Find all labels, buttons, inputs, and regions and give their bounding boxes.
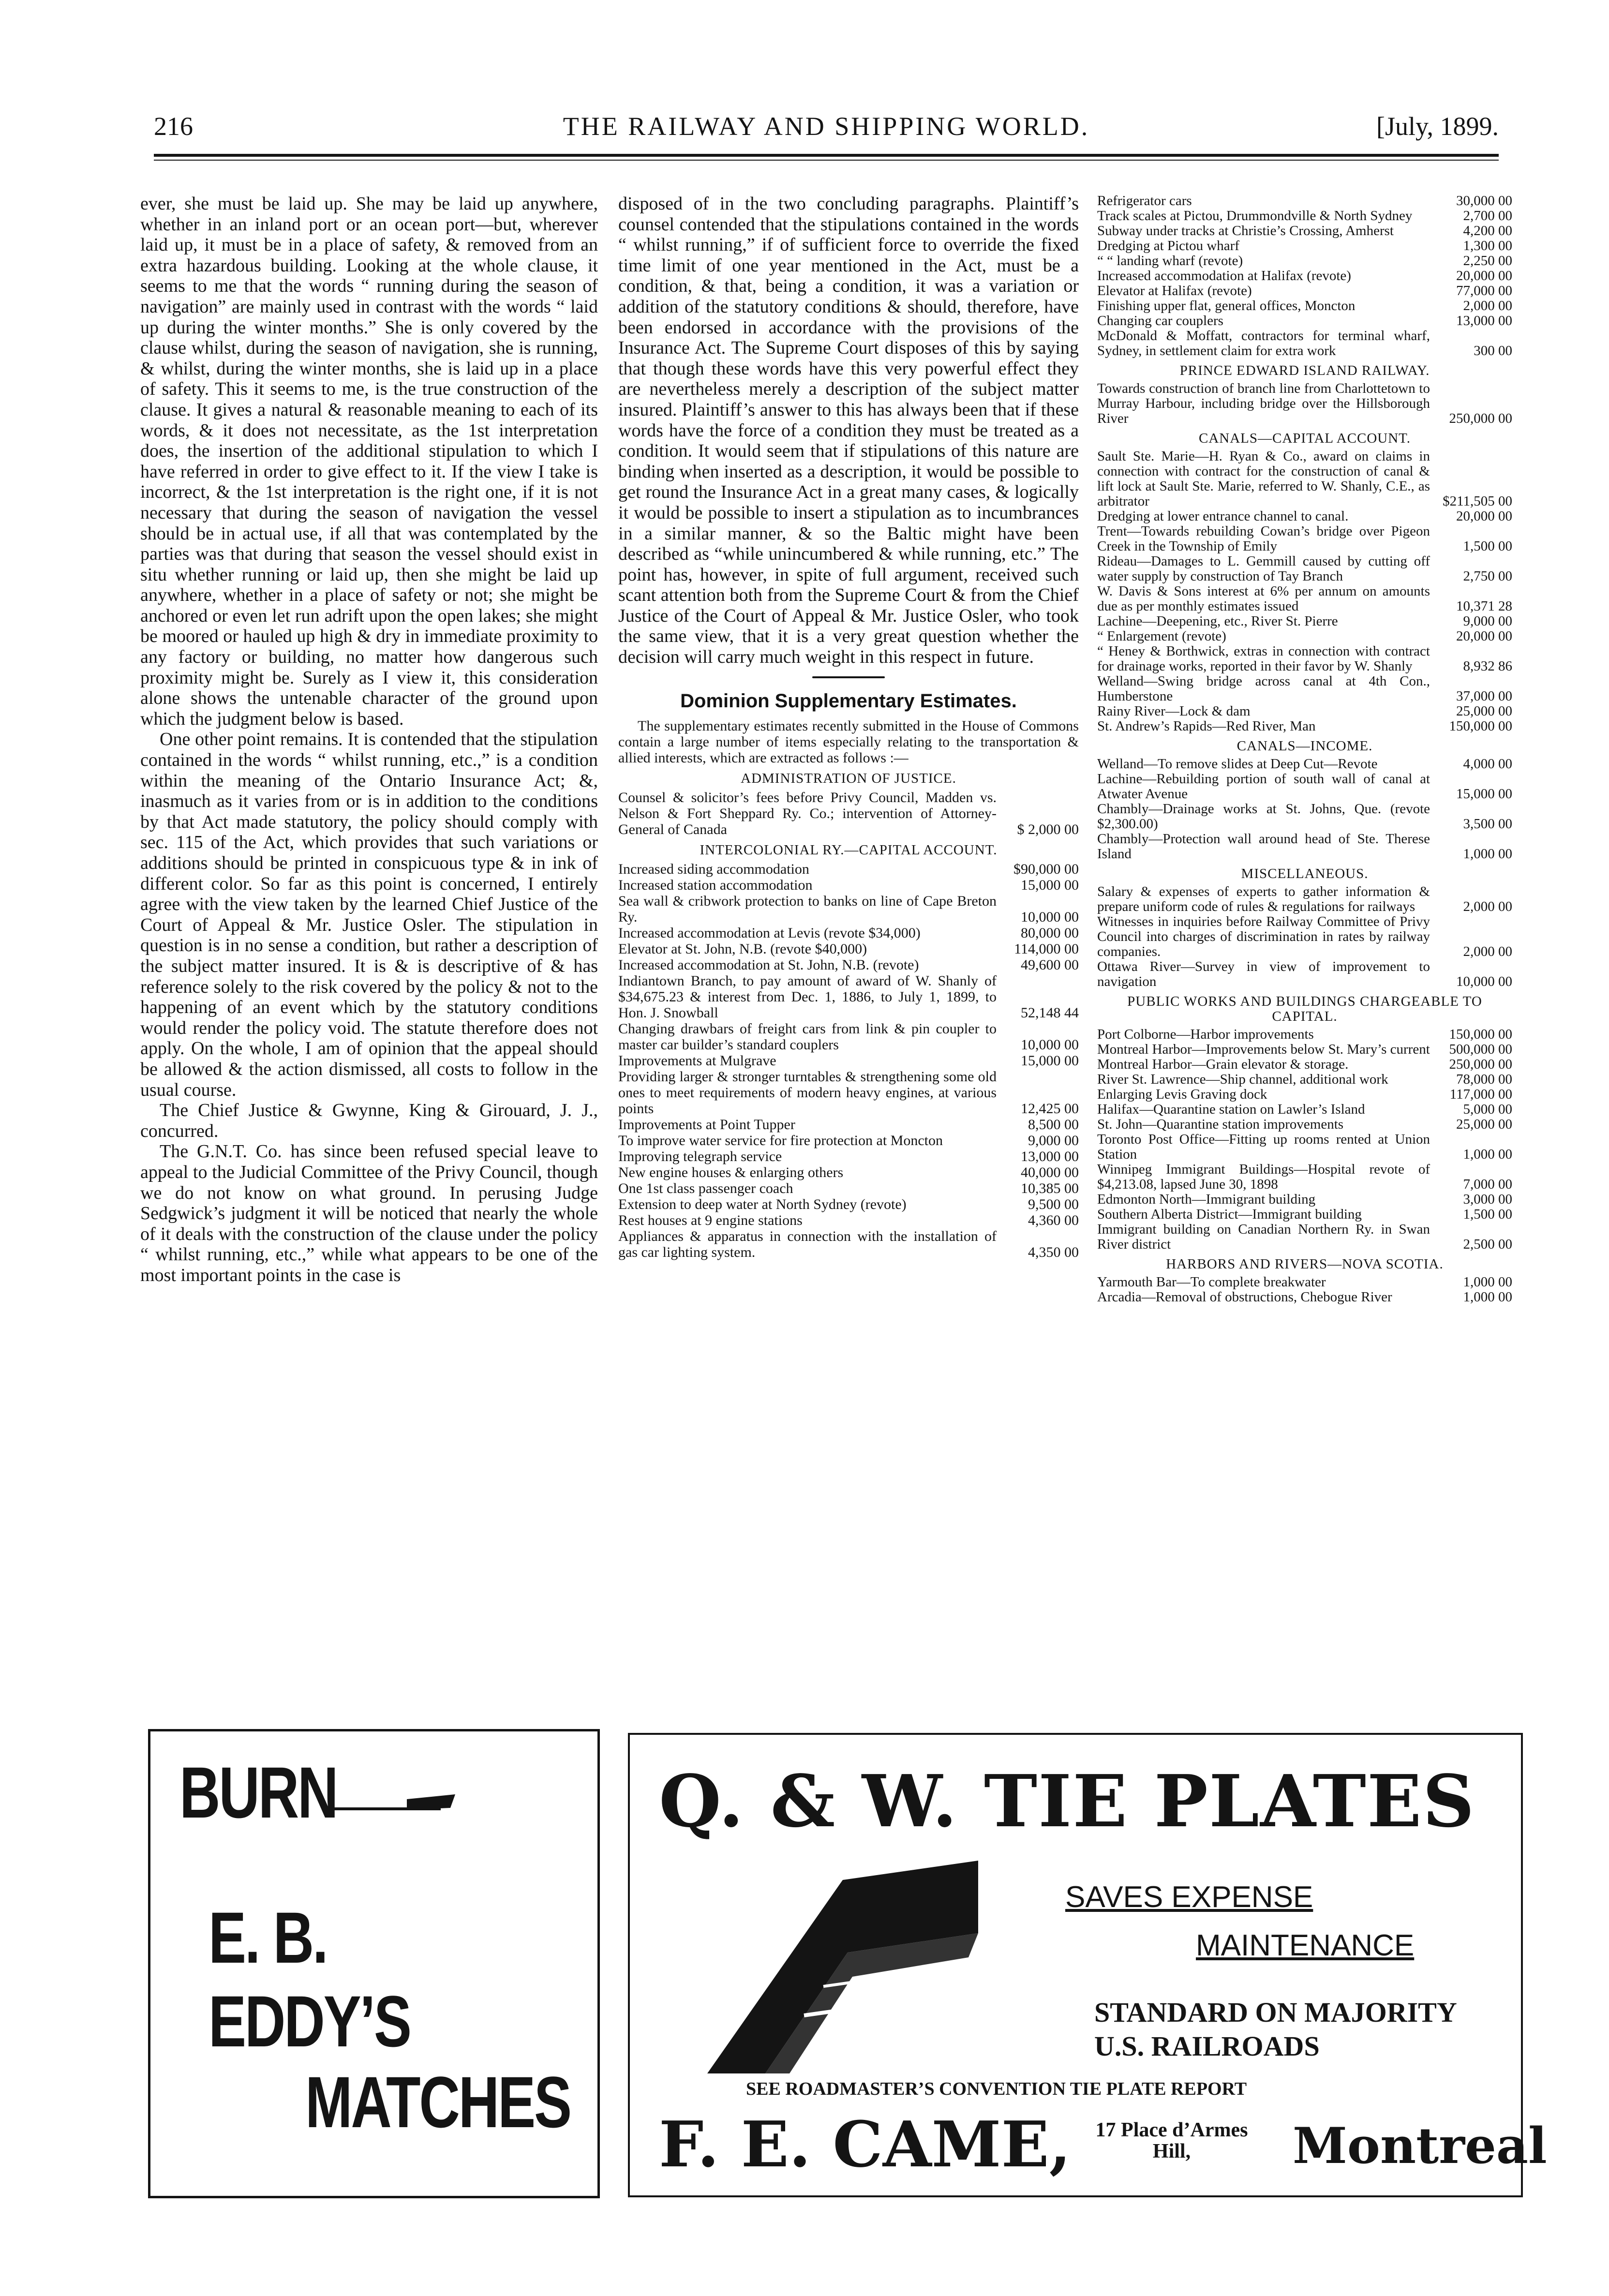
estimate-item: [1097, 1275, 1512, 1290]
estimate-item: [1097, 1117, 1512, 1132]
estimate-description: “ Heney & Borthwick, extras in connection with contract for drainage works, reported in their favor by W. Shanly: [1097, 643, 1430, 674]
estimate-item: [1097, 1192, 1512, 1207]
estimate-amount: 10,000 00: [1456, 974, 1512, 989]
estimate-description: Witnesses in inquiries before Railway Committee of Privy Council into charges of discrimination in rates by railway companies.: [1097, 914, 1430, 959]
ad-standard: STANDARD ON MAJORITY: [1094, 1997, 1457, 2028]
estimates-subheading: HARBORS AND RIVERS—NOVA SCOTIA.: [1166, 1256, 1444, 1272]
estimate-description: Montreal Harbor—Grain elevator & storage.: [1097, 1057, 1349, 1072]
estimate-item: [1097, 509, 1512, 524]
header-rule-thin: [154, 160, 1499, 161]
estimate-amount: 49,600 00: [1021, 957, 1079, 973]
estimate-item: [1097, 757, 1512, 772]
estimate-description: Chambly—Protection wall around head of Ste. Therese Island: [1097, 831, 1430, 862]
estimate-amount: 1,300 00: [1463, 238, 1512, 253]
estimate-description: W. Davis & Sons interest at 6% per annum on amounts due as per monthly estimates issued: [1097, 583, 1430, 614]
estimate-item: [1097, 268, 1512, 283]
estimate-amount: 9,000 00: [1028, 1133, 1079, 1149]
estimate-item: [1097, 704, 1512, 719]
estimate-amount: 10,000 00: [1021, 909, 1079, 925]
estimate-description: Changing drawbars of freight cars from link & pin coupler to master car builder’s standard couplers: [618, 1021, 997, 1053]
estimate-amount: 150,000 00: [1449, 1027, 1512, 1042]
estimate-amount: 8,932 86: [1463, 658, 1512, 674]
estimate-amount: 150,000 00: [1449, 718, 1512, 734]
section-divider: [812, 676, 885, 678]
estimate-item: [1097, 719, 1512, 734]
estimate-description: Welland—To remove slides at Deep Cut—Revote: [1097, 756, 1378, 772]
estimate-item: [1097, 614, 1512, 629]
estimate-item: [1097, 1207, 1512, 1222]
estimate-description: Increased siding accommodation: [618, 861, 809, 878]
estimate-amount: 3,000 00: [1463, 1192, 1512, 1207]
estimate-item: [1097, 1042, 1512, 1057]
estimate-description: Arcadia—Removal of obstructions, Chebogue River: [1097, 1289, 1392, 1305]
estimate-description: Increased accommodation at Halifax (revote): [1097, 268, 1351, 283]
estimate-amount: 2,700 00: [1463, 208, 1512, 224]
estimate-description: Track scales at Pictou, Drummondville & North Sydney: [1097, 208, 1413, 224]
estimate-description: Increased station accommodation: [618, 877, 813, 894]
estimate-item: [618, 925, 1079, 941]
estimate-description: Increased accommodation at St. John, N.B. (revote): [618, 957, 919, 973]
estimate-amount: 3,500 00: [1463, 816, 1512, 832]
estimate-item: [618, 957, 1079, 973]
ad-railroads: U.S. RAILROADS: [1094, 2030, 1320, 2062]
estimate-amount: 9,000 00: [1463, 613, 1512, 629]
paragraph: disposed of in the two concluding paragraphs. Plaintiff’s counsel contended that the stipulations contained in the words “ whilst running,” if of sufficient force to override the fixed time limit of one year mentioned in the Act, must be a condition, & that, being a condition, it was a variation or addition of the statutory conditions & should, therefore, have been endorsed in accordance with the provisions of the Insurance Act. The Supreme Court disposes of this by saying that though these words have this very powerful effect they are nevertheless merely a description of the subject matter insured. Plaintiff’s answer to this has always been that if these words have the force of a condition they must be treated as a condition. It would seem that if stipulations of this nature are binding when inserted as a description, it would be possible to get round the Insurance Act in a great many cases, & logically it would be possible to insert a stipulation as to incumbrances in a similar manner, & so the Baltic might have been described as “while unincumbered & while running, etc.” The point has, however, in spite of full argument, received such scant attention both from the Supreme Court & from the Chief Justice of the Court of Appeal & Mr. Justice Osler, who took the same view, that it is a very great question whether the decision will carry much weight in this respect in future.: [618, 194, 1079, 668]
estimate-description: Rest houses at 9 engine stations: [618, 1212, 803, 1229]
estimate-amount: 4,200 00: [1463, 223, 1512, 239]
estimate-description: Elevator at Halifax (revote): [1097, 283, 1252, 298]
estimate-amount: 8,500 00: [1028, 1117, 1079, 1133]
tie-plates-ad: [628, 1733, 1547, 2197]
estimate-amount: 4,000 00: [1463, 756, 1512, 772]
estimate-item: [618, 1212, 1079, 1228]
estimate-amount: 250,000 00: [1449, 1057, 1512, 1072]
ad-maintenance: MAINTENANCE: [1196, 1929, 1415, 1962]
estimate-item: [1097, 253, 1512, 268]
estimate-item: [1097, 1132, 1512, 1162]
estimates-subheading: PUBLIC WORKS AND BUILDINGS CHARGEABLE TO CAPITAL.: [1127, 994, 1482, 1024]
estimate-item: [1097, 1057, 1512, 1072]
estimate-amount: 9,500 00: [1028, 1196, 1079, 1213]
estimate-item: [1097, 449, 1512, 509]
estimate-description: St. Andrew’s Rapids—Red River, Man: [1097, 718, 1316, 734]
estimate-description: River St. Lawrence—Ship channel, additional work: [1097, 1072, 1388, 1087]
ad-matches: MATCHES: [305, 2061, 570, 2143]
estimate-amount: 1,500 00: [1463, 1207, 1512, 1222]
estimate-amount: 20,000 00: [1456, 628, 1512, 644]
estimate-amount: 37,000 00: [1456, 688, 1512, 704]
estimate-amount: $ 2,000 00: [1017, 821, 1079, 838]
estimate-item: [1097, 1072, 1512, 1087]
estimate-description: One 1st class passenger coach: [618, 1180, 793, 1197]
estimate-amount: 10,371 28: [1456, 598, 1512, 614]
estimate-amount: $211,505 00: [1443, 493, 1512, 509]
estimate-amount: 30,000 00: [1456, 194, 1512, 209]
estimate-amount: 250,000 00: [1449, 411, 1512, 426]
ad-eddy: E. B. EDDY’S: [209, 1897, 410, 2062]
estimate-amount: 2,500 00: [1463, 1237, 1512, 1252]
estimate-description: “ “ landing wharf (revote): [1097, 253, 1243, 268]
estimate-amount: 20,000 00: [1456, 268, 1512, 283]
estimate-description: Improvements at Point Tupper: [618, 1117, 795, 1133]
match-icon: [334, 1785, 460, 1814]
estimate-amount: 40,000 00: [1021, 1164, 1079, 1181]
estimate-description: Extension to deep water at North Sydney (revote): [618, 1196, 907, 1213]
article-column-2: [618, 194, 1079, 1669]
estimate-amount: 2,000 00: [1463, 298, 1512, 313]
estimate-amount: 10,385 00: [1021, 1180, 1079, 1197]
estimate-description: Montreal Harbor—Improvements below St. Mary’s current: [1097, 1042, 1430, 1057]
estimate-item: [1097, 1162, 1512, 1192]
estimate-description: Dredging at lower entrance channel to canal.: [1097, 508, 1349, 524]
ad-city: Montreal: [1293, 2117, 1547, 2175]
estimate-description: Providing larger & stronger turntables & strengthening some old ones to meet requirements of modern heavy engines, at various points: [618, 1069, 997, 1117]
estimates-heading: Dominion Supplementary Estimates.: [680, 690, 1017, 712]
estimate-item: [1097, 239, 1512, 253]
estimate-amount: 15,000 00: [1456, 786, 1512, 802]
estimate-item: [618, 1228, 1079, 1260]
estimate-description: Rideau—Damages to L. Gemmill caused by cutting off water supply by construction of Tay Branch: [1097, 553, 1430, 584]
estimate-item: [1097, 644, 1512, 674]
issue-date: [July, 1899.: [1376, 112, 1499, 141]
estimate-item: [1097, 674, 1512, 704]
estimate-description: Winnipeg Immigrant Buildings—Hospital revote of $4,213.08, lapsed June 30, 1898: [1097, 1162, 1430, 1192]
estimate-amount: 114,000 00: [1014, 941, 1079, 957]
estimate-item: [1097, 313, 1512, 328]
estimate-description: Subway under tracks at Christie’s Crossing, Amherst: [1097, 223, 1394, 239]
estimate-amount: 117,000 00: [1449, 1087, 1512, 1102]
estimate-amount: 12,425 00: [1021, 1101, 1079, 1117]
estimate-item: [618, 1053, 1079, 1069]
estimate-amount: 1,000 00: [1463, 1289, 1512, 1305]
estimate-amount: 77,000 00: [1456, 283, 1512, 298]
estimate-amount: 300 00: [1474, 343, 1512, 358]
article-column-1: [140, 194, 598, 1669]
estimate-item: [1097, 209, 1512, 224]
estimate-item: [1097, 884, 1512, 914]
estimate-item: [1097, 959, 1512, 989]
estimate-description: Indiantown Branch, to pay amount of award of W. Shanly of $34,675.23 & interest from Dec. 1, 1886, to July 1, 1899, to Hon. J. Snowball: [618, 973, 997, 1021]
estimate-item: [1097, 524, 1512, 554]
estimate-description: Changing car couplers: [1097, 313, 1223, 328]
estimate-description: New engine houses & enlarging others: [618, 1164, 844, 1181]
page-number: 216: [154, 112, 193, 141]
paragraph: One other point remains. It is contended that the stipulation contained in the words “ whilst running, etc.,” is a condition within the meaning of the Ontario Insurance Act; &, inasmuch as it varies from or is in addition to the conditions by that Act made statutory, the policy should comply with sec. 115 of the Act, which provides that such variations or additions should be printed in conspicuous type & in ink of different color. So far as this point is concerned, I entirely agree with the view taken by the learned Chief Justice of the Court of Appeal & Mr. Justice Osler. The stipulation in question is in no sense a condition, but rather a description of the subject matter insured. It is & is descriptive of & has reference solely to the risk covered by the policy & not to the happening of an event which by the statutory conditions would render the policy void. The statute therefore does not apply. On the whole, I am of opinion that the appeal should be allowed & the action dismissed, all costs to follow in the usual course.: [140, 729, 598, 1100]
estimate-amount: 78,000 00: [1456, 1072, 1512, 1087]
estimate-item: [1097, 1027, 1512, 1042]
estimate-item: [1097, 832, 1512, 862]
estimate-description: Appliances & apparatus in connection with the installation of gas car lighting system.: [618, 1228, 997, 1261]
estimate-description: Immigrant building on Canadian Northern Ry. in Swan River district: [1097, 1222, 1430, 1252]
estimate-item: [1097, 554, 1512, 584]
estimate-description: Counsel & solicitor’s fees before Privy Council, Madden vs. Nelson & Fort Sheppard Ry. Co.; intervention of Attorney-General of Canada: [618, 790, 997, 838]
estimates-subheading: CANALS—INCOME.: [1237, 738, 1373, 754]
estimate-description: Increased accommodation at Levis (revote $34,000): [618, 925, 921, 941]
estimate-item: [1097, 328, 1512, 358]
estimate-amount: $90,000 00: [1013, 861, 1079, 878]
estimate-description: Port Colborne—Harbor improvements: [1097, 1027, 1314, 1042]
estimate-description: Rainy River—Lock & dam: [1097, 703, 1251, 719]
estimate-amount: 13,000 00: [1456, 313, 1512, 328]
estimate-amount: 7,000 00: [1463, 1177, 1512, 1192]
estimate-description: Refrigerator cars: [1097, 194, 1192, 209]
intercolonial-list: [618, 861, 1079, 1260]
estimate-item: [618, 1133, 1079, 1148]
ad-title: Q. & W. TIE PLATES: [659, 1759, 1475, 1843]
estimate-description: Towards construction of branch line from Charlottetown to Murray Harbour, including bridge over the Hillsborough River: [1097, 381, 1430, 426]
estimate-amount: 15,000 00: [1021, 877, 1079, 894]
paragraph: The G.N.T. Co. has since been refused special leave to appeal to the Judicial Committee of the Privy Council, though we do not know on what ground. In perusing Judge Sedgwick’s judgment it will be noticed that nearly the whole of it deals with the construction of the clause under the policy “ whilst running, etc.,” while what appears to be one of the most important points in the case is: [140, 1141, 598, 1285]
estimate-item: [618, 973, 1079, 1021]
estimate-description: Chambly—Drainage works at St. Johns, Que. (revote $2,300.00): [1097, 801, 1430, 832]
estimate-item: [1097, 298, 1512, 313]
estimate-amount: 2,750 00: [1463, 568, 1512, 584]
estimate-description: Trent—Towards rebuilding Cowan’s bridge over Pigeon Creek in the Township of Emily: [1097, 523, 1430, 554]
estimate-description: Improving telegraph service: [618, 1148, 782, 1165]
estimate-description: Sea wall & cribwork protection to banks on line of Cape Breton Ry.: [618, 893, 997, 925]
estimates-subheading: PRINCE EDWARD ISLAND RAILWAY.: [1179, 363, 1430, 378]
estimate-item: [618, 1196, 1079, 1212]
estimates-intro: The supplementary estimates recently submitted in the House of Commons contain a large number of items especially relating to the transportation & allied interests, which are extracted as follows :—: [618, 718, 1079, 766]
estimate-amount: 4,350 00: [1028, 1244, 1079, 1261]
estimates-subheading: MISCELLANEOUS.: [1241, 866, 1369, 881]
estimate-amount: 4,360 00: [1028, 1212, 1079, 1229]
tie-plate-illustration: [707, 1861, 978, 2083]
intercolonial-heading: INTERCOLONIAL RY.—CAPITAL ACCOUNT.: [700, 842, 998, 858]
estimate-item: [1097, 1290, 1512, 1305]
estimate-item: [618, 790, 1079, 837]
ad-saves: SAVES EXPENSE: [1065, 1880, 1313, 1914]
estimate-description: Yarmouth Bar—To complete breakwater: [1097, 1274, 1326, 1290]
estimate-item: [1097, 381, 1512, 426]
estimate-description: Elevator at St. John, N.B. (revote $40,000): [618, 941, 867, 957]
paragraph: ever, she must be laid up. She may be laid up anywhere, whether in an inland port or an ocean port—but, wherever laid up, it must be in a place of safety, & removed from an extra hazardous building. Looking at the whole clause, it seems to me that the words “ running during the season of navigation” are mainly used in contrast with the words “ laid up during the winter months.” She is only covered by the clause whilst, during the season of navigation, she is running, & whilst, during the winter months, she is laid up in a place of safety. This it seems to me, is the true construction of the clause. It gives a natural & reasonable meaning to each of its words, & it does not necessitate, as the 1st interpretation does, the insertion of the additional stipulation to which I have referred in order to give effect to it. If the view I take is incorrect, & the 1st interpretation is the right one, if it is not necessary that during the season of navigation the vessel should be in actual use, if all that was contemplated by the parties was that during that season the vessel should exist in situ whether running or laid up, then she might be laid up anywhere, whether in a place of safety or not; she might be anchored or even let run adrift upon the open lakes; she might be moored or hauled up high & dry in immediate proximity to any factory or building, no matter how dangerous such proximity might be. Surely as I view it, this consideration alone shows the untenable character of the ground upon which the judgment below is based.: [140, 194, 598, 729]
estimates-subheading: CANALS—CAPITAL ACCOUNT.: [1199, 431, 1411, 446]
estimate-amount: 1,000 00: [1463, 1274, 1512, 1290]
estimate-item: [618, 893, 1079, 925]
estimate-item: [618, 1164, 1079, 1180]
estimate-amount: 15,000 00: [1021, 1053, 1079, 1069]
eddy-matches-ad: [148, 1729, 600, 2198]
estimate-amount: 25,000 00: [1456, 703, 1512, 719]
estimate-item: [1097, 1102, 1512, 1117]
estimate-item: [1097, 283, 1512, 298]
estimate-description: Sault Ste. Marie—H. Ryan & Co., award on claims in connection with contract for the construction of canal & lift lock at Sault Ste. Marie, referred to W. Shanly, C.E., as arbitrator: [1097, 448, 1430, 509]
ad-address: 17 Place d’Armes Hill,: [1095, 2119, 1248, 2162]
estimate-description: To improve water service for fire protection at Moncton: [618, 1133, 943, 1149]
estimate-item: [618, 1021, 1079, 1053]
estimate-amount: 1,500 00: [1463, 538, 1512, 554]
estimate-item: [618, 1148, 1079, 1164]
estimate-description: Edmonton North—Immigrant building: [1097, 1192, 1316, 1207]
estimate-description: “ Enlargement (revote): [1097, 628, 1226, 644]
estimate-description: Southern Alberta District—Immigrant building: [1097, 1207, 1362, 1222]
estimate-description: Dredging at Pictou wharf: [1097, 238, 1239, 253]
estimates-column-3: [1097, 194, 1512, 1703]
estimate-amount: 10,000 00: [1021, 1037, 1079, 1053]
estimate-amount: 20,000 00: [1456, 508, 1512, 524]
estimate-item: [618, 1117, 1079, 1133]
estimate-item: [1097, 914, 1512, 959]
estimate-description: McDonald & Moffatt, contractors for terminal wharf, Sydney, in settlement claim for extra work: [1097, 328, 1430, 358]
estimate-description: Enlarging Levis Graving dock: [1097, 1087, 1267, 1102]
estimate-description: Lachine—Deepening, etc., River St. Pierre: [1097, 613, 1338, 629]
estimate-amount: 13,000 00: [1021, 1148, 1079, 1165]
estimate-item: [1097, 772, 1512, 802]
estimate-item: [1097, 629, 1512, 644]
estimate-item: [618, 1069, 1079, 1117]
estimate-item: [1097, 194, 1512, 209]
estimate-description: Lachine—Rebuilding portion of south wall of canal at Atwater Avenue: [1097, 771, 1430, 802]
estimate-description: Improvements at Mulgrave: [618, 1053, 776, 1069]
estimate-amount: 2,250 00: [1463, 253, 1512, 268]
estimate-item: [618, 877, 1079, 893]
estimate-amount: 80,000 00: [1021, 925, 1079, 941]
estimate-amount: 52,148 44: [1021, 1005, 1079, 1021]
estimate-amount: 25,000 00: [1456, 1117, 1512, 1132]
justice-heading: ADMINISTRATION OF JUSTICE.: [741, 771, 956, 787]
ad-burn: BURN: [179, 1752, 337, 1833]
estimate-item: [1097, 584, 1512, 614]
estimate-amount: 2,000 00: [1463, 944, 1512, 959]
ad-report: SEE ROADMASTER’S CONVENTION TIE PLATE REPORT: [746, 2079, 1247, 2099]
estimate-description: Salary & expenses of experts to gather information & prepare uniform code of rules & regulations for railways: [1097, 884, 1430, 914]
estimate-amount: 1,000 00: [1463, 846, 1512, 862]
estimate-amount: 500,000 00: [1449, 1042, 1512, 1057]
estimate-item: [618, 1180, 1079, 1196]
estimate-amount: 1,000 00: [1463, 1147, 1512, 1162]
estimate-item: [1097, 1222, 1512, 1252]
estimate-description: Finishing upper flat, general offices, Moncton: [1097, 298, 1356, 313]
ad-came: F. E. CAME,: [659, 2107, 1071, 2181]
estimate-description: Ottawa River—Survey in view of improvement to navigation: [1097, 959, 1430, 989]
estimate-item: [618, 861, 1079, 877]
publication-title: THE RAILWAY AND SHIPPING WORLD.: [563, 112, 1090, 141]
page-header: [154, 111, 1499, 150]
estimate-description: St. John—Quarantine station improvements: [1097, 1117, 1344, 1132]
estimate-description: Toronto Post Office—Fitting up rooms rented at Union Station: [1097, 1132, 1430, 1162]
header-rule: [154, 154, 1499, 157]
estimate-item: [618, 941, 1079, 957]
estimate-amount: 2,000 00: [1463, 899, 1512, 914]
estimate-amount: 5,000 00: [1463, 1102, 1512, 1117]
estimate-item: [1097, 224, 1512, 239]
estimate-item: [1097, 1087, 1512, 1102]
estimate-description: Welland—Swing bridge across canal at 4th Con., Humberstone: [1097, 673, 1430, 704]
estimate-description: Halifax—Quarantine station on Lawler’s Island: [1097, 1102, 1365, 1117]
estimate-item: [1097, 802, 1512, 832]
paragraph: The Chief Justice & Gwynne, King & Girouard, J. J., concurred.: [140, 1100, 598, 1141]
